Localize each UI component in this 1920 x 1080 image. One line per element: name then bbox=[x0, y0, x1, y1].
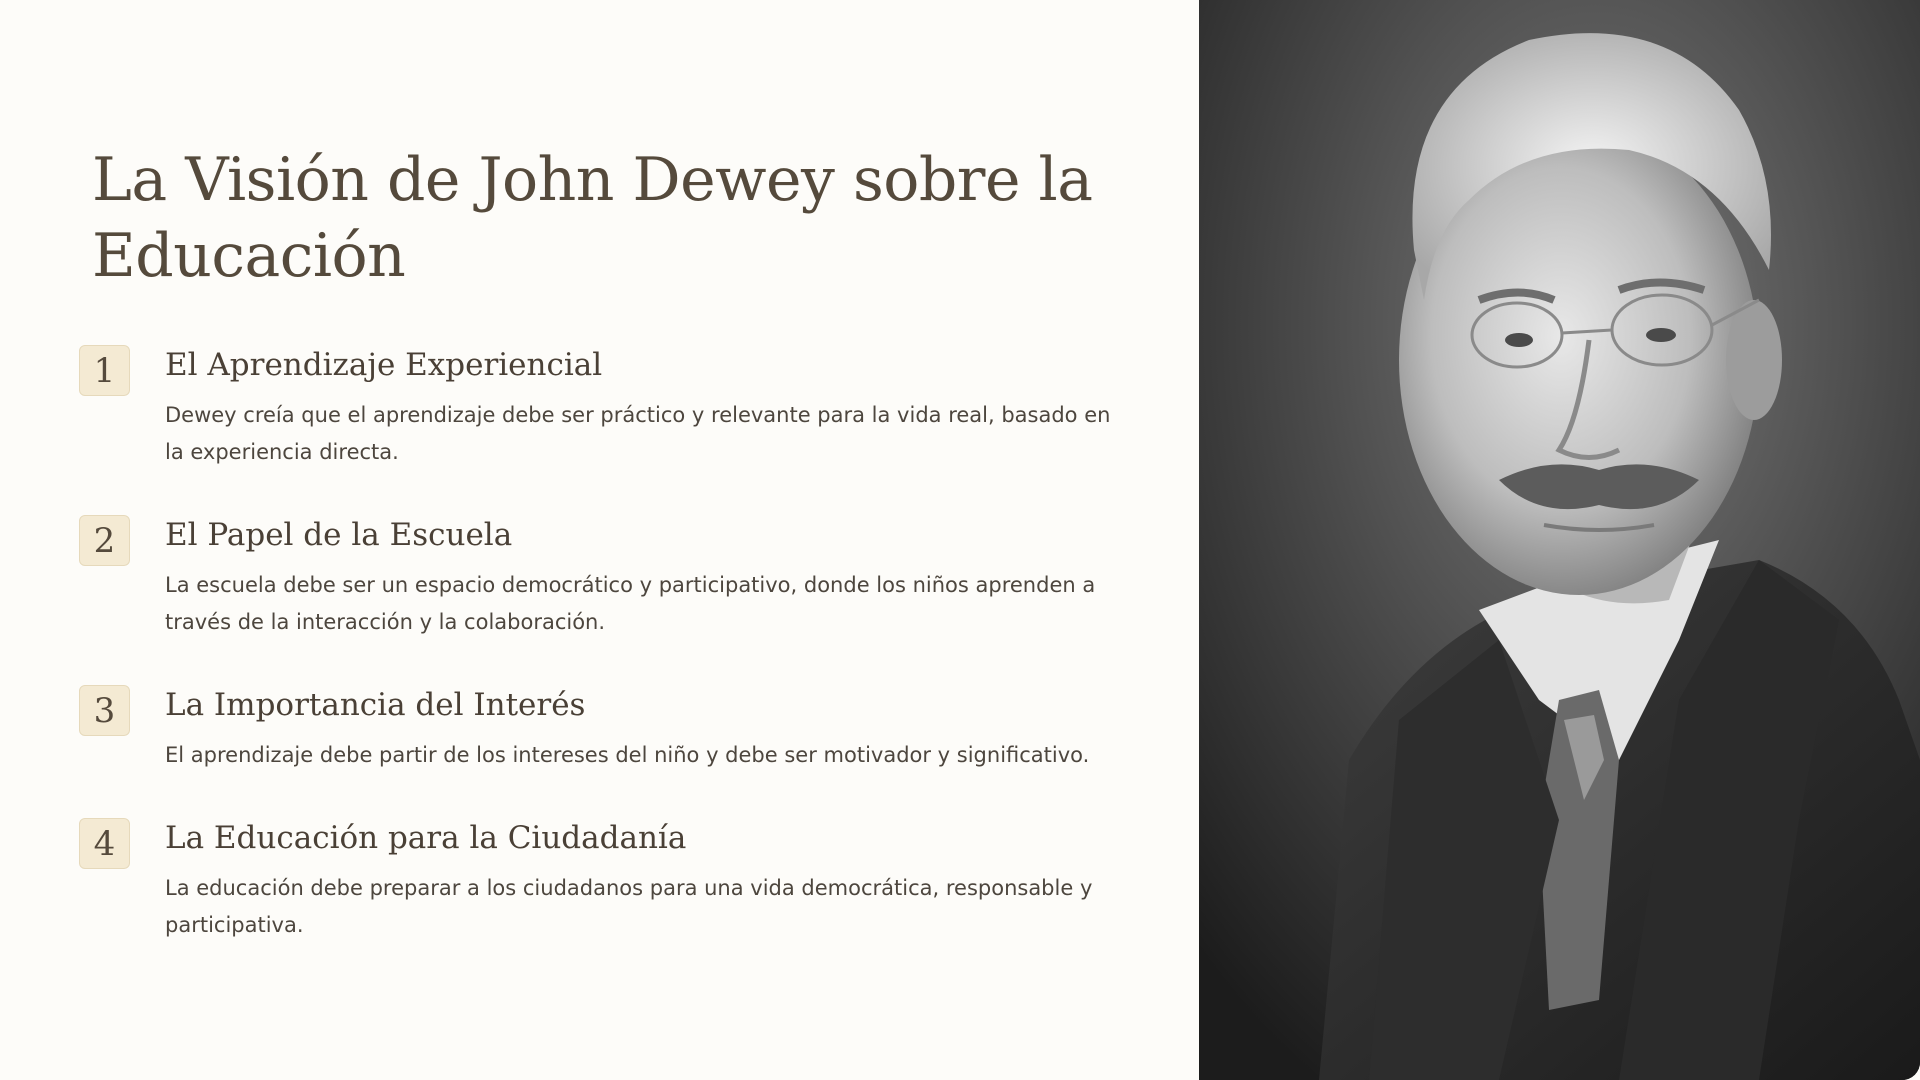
slide-title: La Visión de John Dewey sobre la Educación bbox=[92, 145, 1093, 291]
item-heading: La Educación para la Ciudadanía bbox=[165, 820, 687, 856]
number-badge: 3 bbox=[79, 685, 130, 736]
number-badge: 1 bbox=[79, 345, 130, 396]
number-badge: 2 bbox=[79, 515, 130, 566]
item-description: La educación debe preparar a los ciudadanos para una vida democrática, responsable y participativa. bbox=[165, 876, 1093, 937]
item-description: La escuela debe ser un espacio democrático y participativo, donde los niños aprenden a través de la interacción y la colaboración. bbox=[165, 573, 1096, 634]
item-heading: La Importancia del Interés bbox=[165, 687, 586, 723]
number-badge: 4 bbox=[79, 818, 130, 869]
item-description: Dewey creía que el aprendizaje debe ser práctico y relevante para la vida real, basado en la experiencia directa. bbox=[165, 403, 1111, 464]
portrait-photo bbox=[1199, 0, 1920, 1080]
item-description: El aprendizaje debe partir de los intereses del niño y debe ser motivador y significativo. bbox=[165, 743, 1090, 767]
item-heading: El Papel de la Escuela bbox=[165, 517, 513, 553]
item-heading: El Aprendizaje Experiencial bbox=[165, 347, 603, 383]
portrait-image bbox=[1199, 0, 1920, 1080]
